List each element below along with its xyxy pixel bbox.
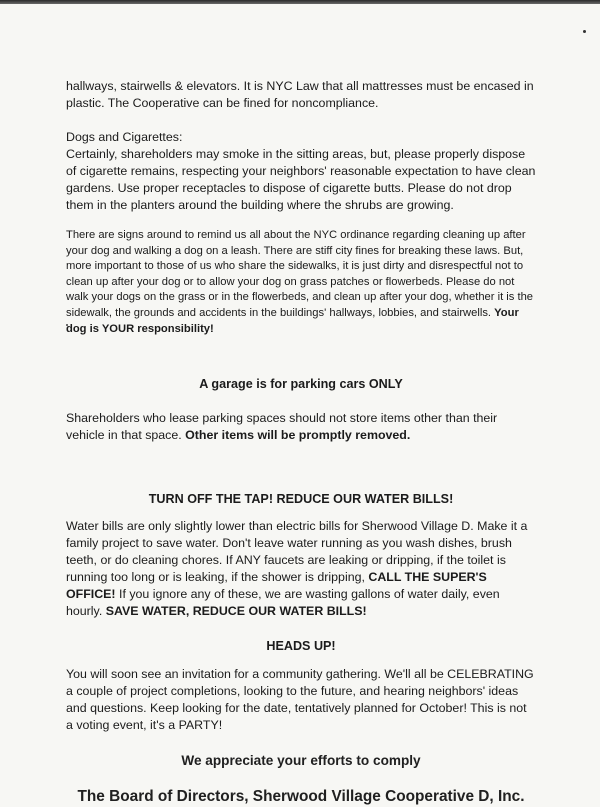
closing-line: We appreciate your efforts to comply: [181, 753, 421, 769]
heads-up-heading: HEADS UP!: [266, 639, 336, 654]
garage-paragraph: [66, 410, 536, 444]
heads-up-paragraph: You will soon see an invitation for a community gathering. We'll all be CELEBRATING a couple of project completions, looking to the future, and hearing neighbors' ideas and questions. Keep looking for the date, tentatively planned for October! This is not a voting event, it's a PARTY!: [66, 667, 534, 733]
water-emphasis-2: SAVE WATER, REDUCE OUR WATER BILLS!: [105, 604, 367, 619]
scan-edge: [0, 0, 600, 4]
dogs-paragraph: Certainly, shareholders may smoke in the sitting areas, but, please properly dispose of cigarette remains, respecting your neighbors' reasonable expectation to have clean gardens. Use proper receptacles to dispose of cigarette butts. Please do not drop them in the planters around the building where the shrubs are growing.: [66, 147, 536, 212]
signs-emphasis: Your dog is YOUR responsibility!: [66, 306, 519, 335]
mattress-paragraph: hallways, stairwells & elevators. It is NYC Law that all mattresses must be encased in plastic. The Cooperative can be fined for noncompliance.: [66, 79, 534, 110]
garage-heading: A garage is for parking cars ONLY: [199, 377, 403, 392]
signs-paragraph: [66, 228, 536, 337]
water-text-2: If you ignore any of these, we are wasting gallons of water daily, even hourly.: [66, 587, 500, 619]
garage-text: Shareholders who lease parking spaces should not store items other than their vehicle in that space.: [66, 411, 498, 443]
water-paragraph: [66, 518, 536, 620]
dogs-heading: Dogs and Cigarettes:: [66, 130, 183, 144]
signs-text: There are signs around to remind us all about the NYC ordinance regarding cleaning up after your dog and walking a dog on a leash. There are stiff city fines for breaking these laws. But, more important to those of us who share the sidewalks, it is just dirty and disrespectful not to clean up after your dog or to allow your dog on grass patches or flowerbeds. Please do not walk your dogs on the grass or in the flowerbeds, and clean up after your dog, whether it is the sidewalk, the grounds and accidents in the buildings' hallways, lobbies, and stairwells.: [66, 229, 534, 319]
water-text-1: Water bills are only slightly lower than electric bills for Sherwood Village D. Make it a family project to save water. Don't leave water running as you wash dishes, brush teeth, or do cleaning chores. If ANY faucets are leaking or dripping, if the toilet is running too long or is leaking, if the shower is dripping,: [66, 519, 528, 585]
water-emphasis-1: CALL THE SUPER'S OFFICE!: [66, 570, 487, 602]
water-heading: TURN OFF THE TAP! REDUCE OUR WATER BILLS!: [148, 492, 454, 507]
notice-page: [66, 70, 536, 807]
garage-emphasis: Other items will be promptly removed.: [185, 428, 411, 443]
scan-speck: [583, 30, 586, 33]
signature-line: The Board of Directors, Sherwood Village Cooperative D, Inc.: [77, 788, 525, 806]
